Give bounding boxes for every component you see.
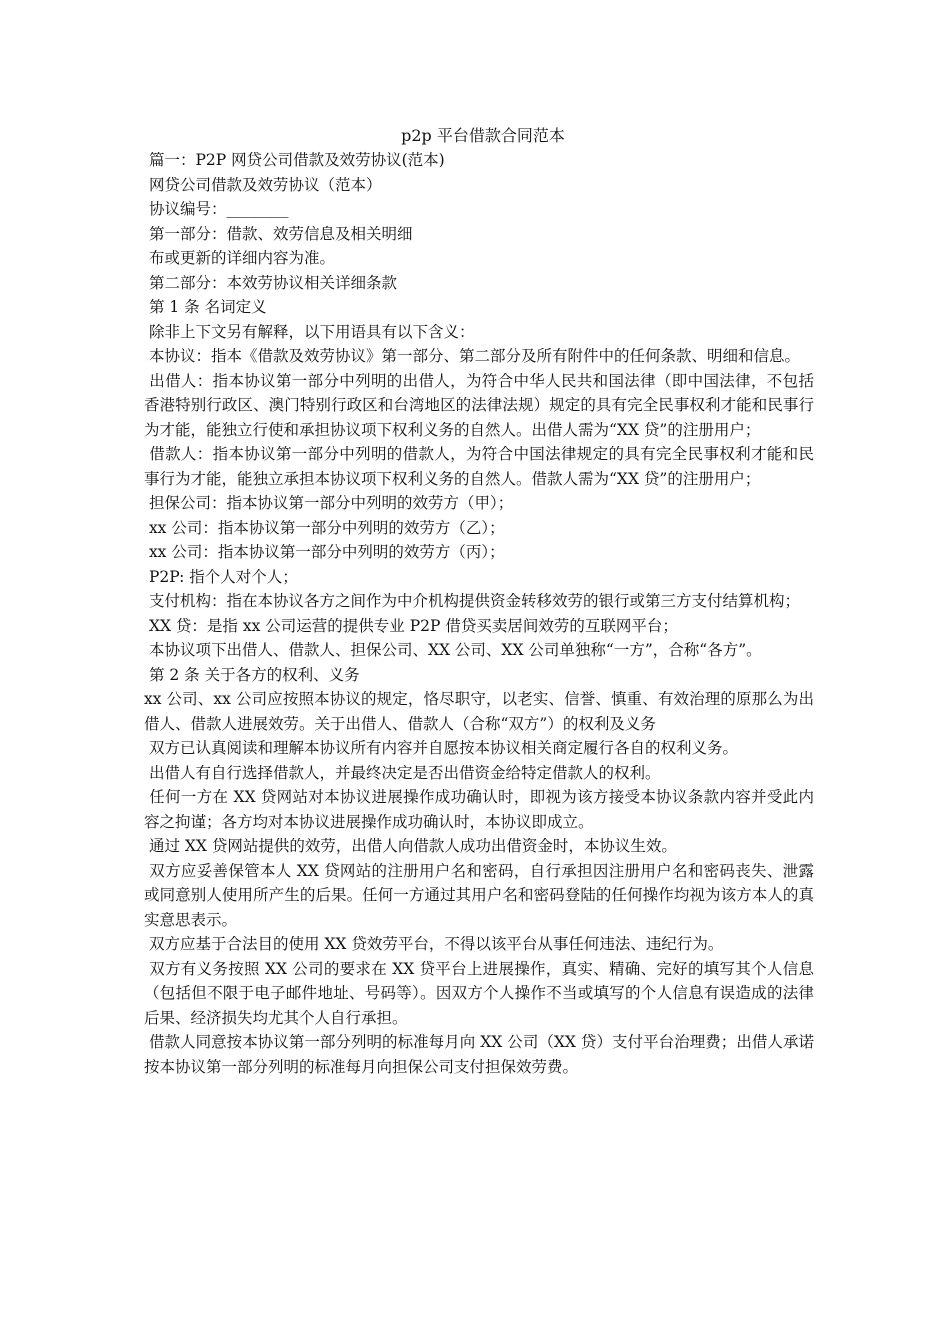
paragraph: 出借人有自行选择借款人，并最终决定是否出借资金给特定借款人的权利。 [144,763,661,782]
paragraph: 篇一：P2P 网贷公司借款及效劳协议(范本) [144,151,445,169]
paragraph: 协议编号：________ [144,200,289,218]
paragraph: 第 2 条 关于各方的权利、义务 [144,665,360,684]
document-body [144,124,814,1079]
paragraph: xx 公司：指本协议第一部分中列明的效劳方（乙）； [144,518,505,537]
paragraph: 本协议：指本《借款及效劳协议》第一部分、第二部分及所有附件中的任何条款、明细和信息。 [144,347,800,365]
paragraph: 本协议项下出借人、借款人、担保公司、XX 公司、XX 公司单独称“一方”，合称“各方”。 [144,641,762,659]
paragraph: 借款人：指本协议第一部分中列明的借款人，为符合中国法律规定的具有完全民事权利才能和民事行为才能，能独立承担本协议项下权利义务的自然人。借款人需为“XX 贷”的注册用户； [144,445,814,488]
paragraph: 担保公司：指本协议第一部分中列明的效劳方（甲）； [144,494,514,512]
paragraph: 借款人同意按本协议第一部分列明的标准每月向 XX 公司（XX 贷）支付平台治理费；出借人承诺按本协议第一部分列明的标准每月向担保公司支付担保效劳费。 [144,1033,814,1076]
paragraph: 双方有义务按照 XX 公司的要求在 XX 贷平台上进展操作，真实、精确、完好的填写其个人信息（包括但不限于电子邮件地址、号码等）。因双方个人操作不当或填写的个人信息有误造成的法律后果、经济损失均尤其个人自行承担。 [144,959,814,1027]
paragraph-list [144,148,814,1079]
document-title: p2p 平台借款合同范本 [401,126,565,145]
paragraph: 出借人：指本协议第一部分中列明的出借人，为符合中华人民共和国法律（即中国法律，不包括香港特别行政区、澳门特别行政区和台湾地区的法律法规）规定的具有完全民事权利才能和民事行为才能，能独立行使和承担协议项下权利义务的自然人。出借人需为“XX 贷”的注册用户； [144,371,814,439]
paragraph: 第二部分：本效劳协议相关详细条款 [144,273,397,292]
paragraph: xx 公司：指本协议第一部分中列明的效劳方（丙）； [144,543,505,561]
paragraph: 支付机构：指在本协议各方之间作为中介机构提供资金转移效劳的银行或第三方支付结算机构； [144,592,800,610]
paragraph: 除非上下文另有解释，以下用语具有以下含义： [144,322,475,341]
paragraph: 双方应基于合法目的使用 XX 贷效劳平台，不得以该平台从事任何违法、违纪行为。 [144,935,724,953]
paragraph: 网贷公司借款及效劳协议（范本） [144,175,382,194]
paragraph: 双方已认真阅读和理解本协议所有内容并自愿按本协议相关商定履行各自的权利义务。 [144,739,738,757]
paragraph: 通过 XX 贷网站提供的效劳，出借人向借款人成功出借资金时，本协议生效。 [144,837,677,855]
paragraph: 双方应妥善保管本人 XX 贷网站的注册用户名和密码，自行承担因注册用户名和密码丧失、泄露或同意别人使用所产生的后果。任何一方通过其用户名和密码登陆的任何操作均视为该方本人的真实意思表示。 [144,861,814,929]
paragraph: P2P: 指个人对个人； [144,567,298,586]
paragraph: 布或更新的详细内容为准。 [144,249,335,267]
paragraph: XX 贷：是指 xx 公司运营的提供专业 P2P 借贷买卖居间效劳的互联网平台； [144,616,678,635]
paragraph: xx 公司、xx 公司应按照本协议的规定，恪尽职守，以老实、信誉、慎重、有效治理的原那么为出借人、借款人进展效劳。关于出借人、借款人（合称“双方”）的权利及义务 [144,690,814,733]
paragraph: 任何一方在 XX 贷网站对本协议进展操作成功确认时，即视为该方接受本协议条款内容并受此内容之拘谨；各方均对本协议进展操作成功确认时，本协议即成立。 [144,788,814,831]
paragraph: 第一部分：借款、效劳信息及相关明细 [144,224,413,243]
paragraph: 第 1 条 名词定义 [144,298,267,316]
